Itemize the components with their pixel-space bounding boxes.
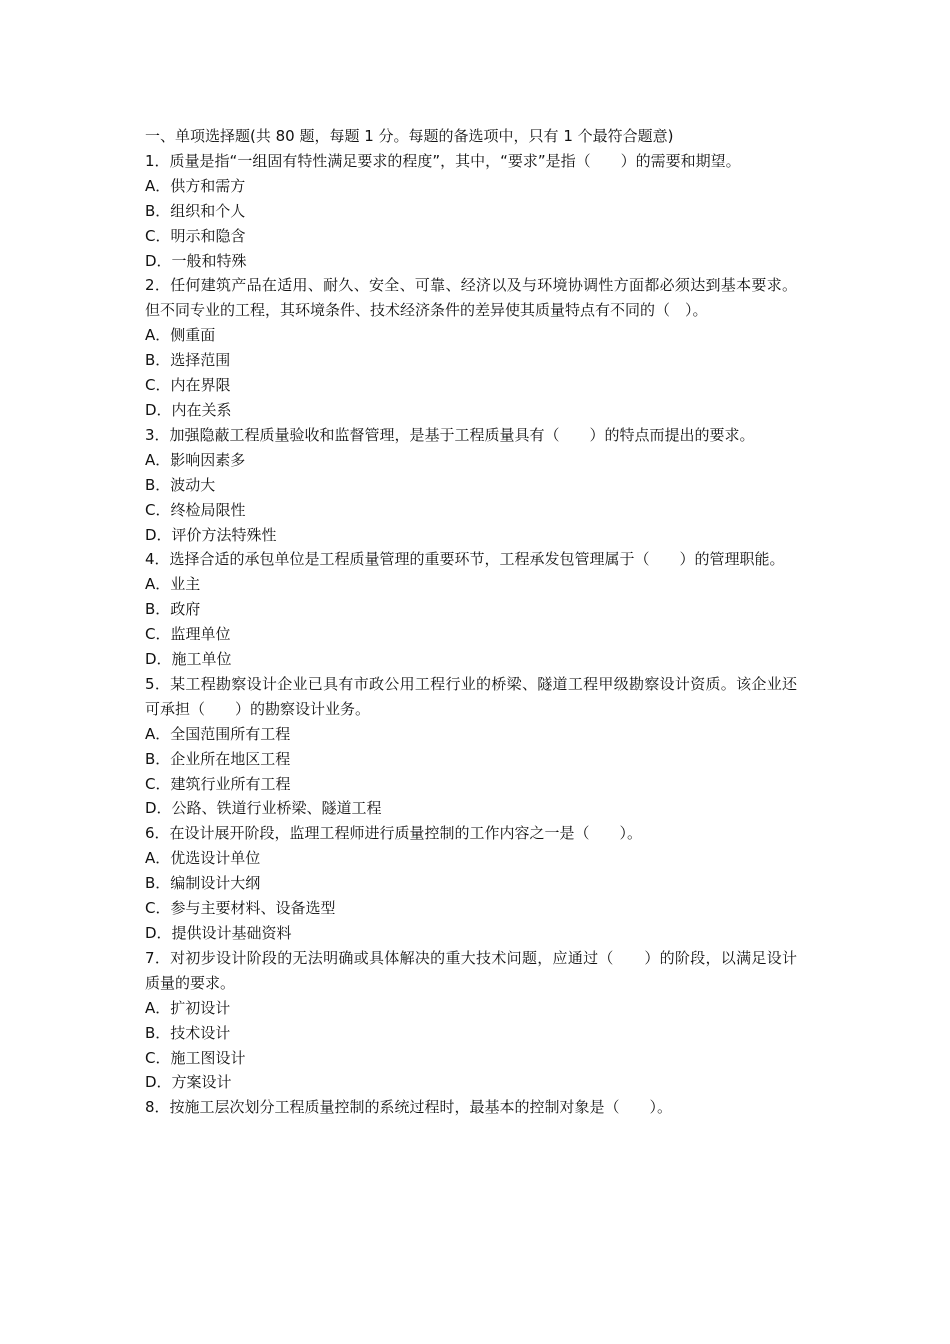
question-5 [145, 672, 797, 821]
option-b: B．技术设计 [145, 1023, 231, 1042]
option-b: B．波动大 [145, 475, 216, 494]
option-b: B．选择范围 [145, 351, 231, 370]
option-c: C．明示和隐含 [145, 226, 246, 245]
document-page [145, 124, 797, 1120]
option-c: C．内在界限 [145, 376, 231, 395]
option-c: C．施工图设计 [145, 1048, 246, 1067]
question-stem: 4．选择合适的承包单位是工程质量管理的重要环节，工程承发包管理属于（ ）的管理职能。 [145, 550, 785, 569]
option-a: A．扩初设计 [145, 998, 231, 1017]
option-c: C．监理单位 [145, 625, 231, 644]
option-d: D．公路、铁道行业桥梁、隧道工程 [145, 799, 382, 818]
option-d: D．一般和特殊 [145, 251, 247, 270]
option-d: D．内在关系 [145, 400, 232, 419]
option-a: A．优选设计单位 [145, 849, 261, 868]
option-c: C．参与主要材料、设备选型 [145, 899, 336, 918]
question-7 [145, 946, 797, 1095]
option-d: D．提供设计基础资料 [145, 924, 292, 942]
question-stem: 5．某工程勘察设计企业已具有市政公用工程行业的桥梁、隧道工程甲级勘察设计资质。该企业还可承担（ ）的勘察设计业务。 [145, 674, 797, 718]
question-stem: 8．按施工层次划分工程质量控制的系统过程时，最基本的控制对象是（ ）。 [145, 1098, 673, 1117]
question-stem: 7．对初步设计阶段的无法明确或具体解决的重大技术问题，应通过（ ）的阶段，以满足设计质量的要求。 [145, 948, 797, 992]
option-a: A．侧重面 [145, 326, 216, 345]
question-stem: 6．在设计展开阶段，监理工程师进行质量控制的工作内容之一是（ ）。 [145, 824, 643, 843]
option-b: B．编制设计大纲 [145, 874, 261, 893]
option-a: A．供方和需方 [145, 176, 246, 195]
question-2 [145, 273, 797, 422]
section-heading: 一、单项选择题(共 80 题，每题 1 分。每题的备选项中，只有 1 个最符合题意) [145, 127, 674, 145]
question-4 [145, 547, 797, 672]
option-c: C．建筑行业所有工程 [145, 774, 291, 793]
question-stem: 3．加强隐蔽工程质量验收和监督管理，是基于工程质量具有（ ）的特点而提出的要求。 [145, 425, 755, 444]
option-a: A．影响因素多 [145, 450, 246, 469]
question-8 [145, 1095, 797, 1120]
option-a: A．全国范围所有工程 [145, 724, 291, 743]
option-c: C．终检局限性 [145, 500, 246, 519]
option-a: A．业主 [145, 575, 201, 594]
question-6 [145, 821, 797, 946]
option-d: D．施工单位 [145, 650, 232, 669]
question-1 [145, 149, 797, 274]
option-b: B．组织和个人 [145, 201, 246, 220]
option-b: B．企业所在地区工程 [145, 749, 291, 768]
question-stem: 2．任何建筑产品在适用、耐久、安全、可靠、经济以及与环境协调性方面都必须达到基本要求。但不同专业的工程，其环境条件、技术经济条件的差异使其质量特点有不同的（ ）。 [145, 276, 797, 320]
option-d: D．方案设计 [145, 1073, 232, 1092]
option-b: B．政府 [145, 600, 201, 619]
question-stem: 1．质量是指“一组固有特性满足要求的程度”，其中，“要求”是指（ ）的需要和期望。 [145, 151, 741, 170]
option-d: D．评价方法特殊性 [145, 525, 277, 544]
question-3 [145, 423, 797, 548]
